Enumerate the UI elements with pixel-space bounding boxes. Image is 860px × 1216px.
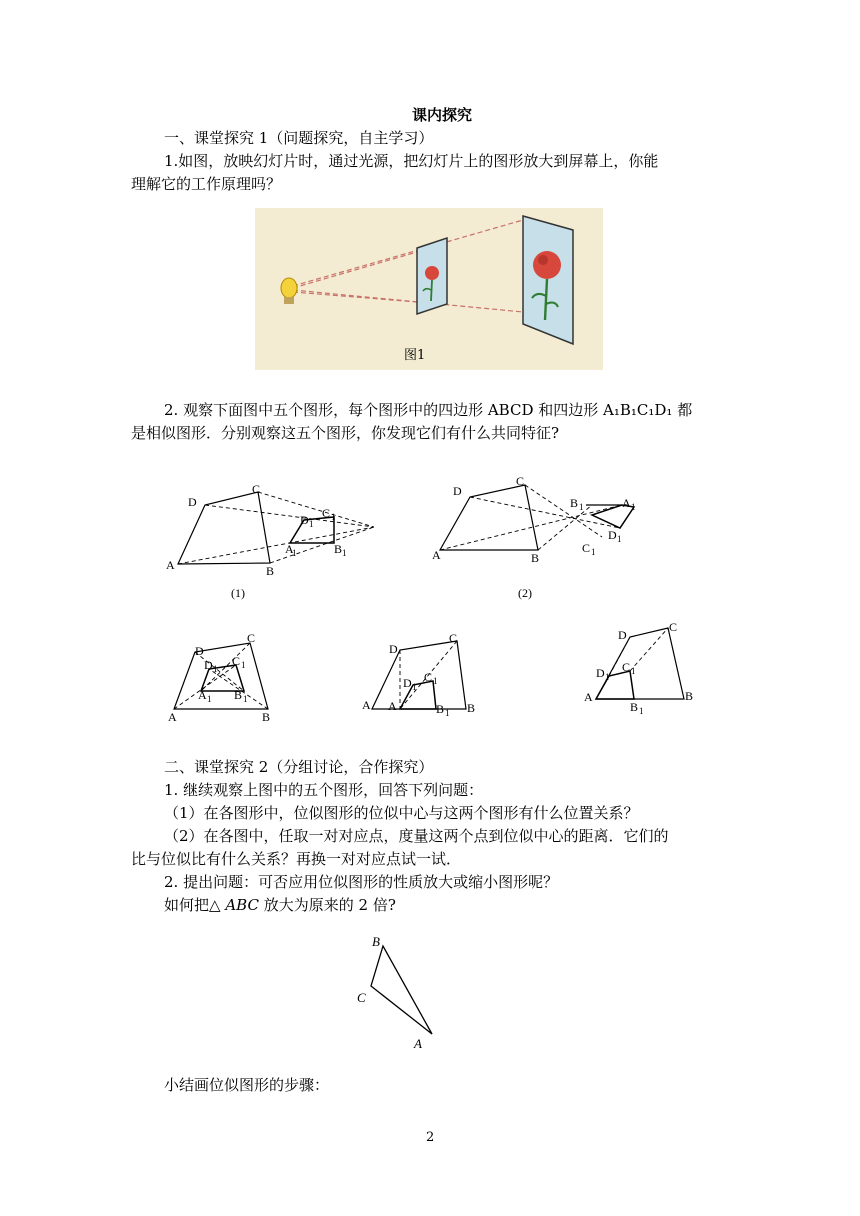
svg-text:C: C [516, 474, 525, 488]
svg-text:B: B [436, 702, 445, 716]
svg-text:1: 1 [605, 672, 610, 682]
summary-line: 小结画位似图形的步骤： [164, 1076, 330, 1094]
figure-label-1: (1) [231, 586, 245, 600]
svg-text:A: A [414, 1036, 422, 1051]
question2-line1: 2. 观察下面图中五个图形，每个图形中的四边形 ABCD 和四边形 A₁B₁C₁D₁ 都 [164, 401, 693, 419]
page-title: 课内探究 [412, 106, 473, 124]
svg-text:1: 1 [617, 534, 622, 544]
question1-line1: 1.如图，放映幻灯片时，通过光源，把幻灯片上的图形放大到屏幕上，你能 [164, 152, 659, 170]
svg-text:A: A [362, 698, 371, 712]
svg-text:1: 1 [631, 666, 636, 676]
svg-text:C: C [582, 541, 591, 555]
svg-text:C: C [424, 670, 433, 684]
section2-item1a: （1）在各图形中，位似图形的位似中心与这两个图形有什么位置关系？ [164, 804, 639, 822]
svg-text:1: 1 [631, 502, 636, 512]
svg-text:D: D [195, 644, 204, 658]
svg-text:1: 1 [213, 664, 218, 674]
svg-text:C: C [669, 620, 678, 634]
figure-label-2: (2) [518, 586, 532, 600]
svg-text:C: C [622, 660, 631, 674]
figure1-caption: 图1 [404, 348, 426, 363]
svg-text:B: B [234, 688, 243, 702]
svg-text:1: 1 [445, 708, 450, 718]
svg-text:D: D [389, 642, 398, 656]
svg-text:1: 1 [433, 676, 438, 686]
diagram-4 [372, 641, 466, 709]
section1-heading: 一、课堂探究 1（问题探究，自主学习） [164, 129, 434, 147]
svg-text:A: A [198, 688, 207, 702]
question2-line2: 是相似图形．分别观察这五个图形，你发现它们有什么共同特征? [131, 424, 560, 442]
svg-text:C: C [232, 654, 241, 668]
triangle-name: ABC [225, 896, 259, 914]
question1-line2: 理解它的工作原理吗？ [131, 175, 282, 193]
svg-text:B: B [570, 496, 579, 510]
svg-text:1: 1 [241, 660, 246, 670]
section2-item3 [164, 895, 396, 915]
svg-text:1: 1 [309, 519, 314, 529]
svg-text:C: C [322, 506, 331, 520]
homothety-diagrams [0, 465, 860, 725]
svg-text:A: A [432, 548, 441, 562]
svg-text:A: A [388, 699, 397, 713]
svg-text:B: B [372, 934, 380, 949]
small-slide [417, 238, 447, 314]
diagram-2-labels [432, 474, 636, 565]
section2-item1b-line2: 比与位似比有什么关系？再换一对对应点试一试． [131, 850, 462, 868]
triangle-abc [350, 930, 450, 1054]
svg-text:B: B [630, 700, 639, 714]
projector-figure [255, 208, 603, 370]
svg-text:1: 1 [207, 694, 212, 704]
section2-item1b-line1: （2）在各图中，任取一对对应点，度量这两个点到位似中心的距离．它们的 [164, 827, 669, 845]
svg-text:A: A [622, 496, 631, 510]
svg-text:D: D [608, 528, 617, 542]
svg-text:A: A [166, 558, 175, 572]
svg-text:1: 1 [243, 694, 248, 704]
svg-text:C: C [357, 990, 366, 1005]
diagram-3-labels [168, 631, 270, 724]
svg-text:B: B [262, 710, 271, 724]
svg-text:C: C [252, 482, 261, 496]
svg-text:B: B [685, 689, 694, 703]
svg-text:A: A [168, 710, 177, 724]
svg-text:D: D [596, 666, 605, 680]
page-number: 2 [426, 1130, 435, 1145]
svg-text:1: 1 [342, 548, 347, 558]
item3-suffix: 放大为原来的 2 倍? [263, 896, 396, 914]
svg-text:C: C [247, 631, 256, 645]
svg-text:1: 1 [591, 547, 596, 557]
svg-text:B: B [266, 564, 275, 578]
svg-text:D: D [188, 495, 197, 509]
svg-text:1: 1 [331, 512, 336, 522]
svg-text:D: D [403, 676, 412, 690]
svg-text:C: C [449, 631, 458, 645]
svg-text:D: D [618, 628, 627, 642]
section2-item1: 1. 继续观察上图中的五个图形，回答下列问题： [164, 781, 484, 799]
svg-text:D: D [204, 658, 213, 672]
svg-text:1: 1 [579, 502, 584, 512]
section2-heading: 二、课堂探究 2（分组讨论，合作探究） [164, 758, 434, 776]
svg-text:B: B [467, 701, 476, 715]
svg-text:D: D [453, 484, 462, 498]
svg-text:A: A [584, 690, 593, 704]
svg-text:1: 1 [412, 682, 417, 692]
svg-text:D: D [300, 513, 309, 527]
svg-text:1: 1 [292, 548, 297, 558]
svg-text:B: B [334, 542, 343, 556]
svg-text:A: A [285, 542, 294, 556]
diagram-5 [596, 628, 684, 699]
svg-text:1: 1 [639, 706, 644, 716]
diagram-3 [174, 643, 268, 709]
item3-prefix: 如何把△ [164, 896, 221, 914]
section2-item2: 2. 提出问题：可否应用位似图形的性质放大或缩小图形呢？ [164, 873, 559, 891]
large-screen [523, 216, 573, 344]
diagram-4-labels [362, 631, 475, 718]
diagram-2 [440, 485, 634, 550]
svg-text:B: B [531, 551, 540, 565]
